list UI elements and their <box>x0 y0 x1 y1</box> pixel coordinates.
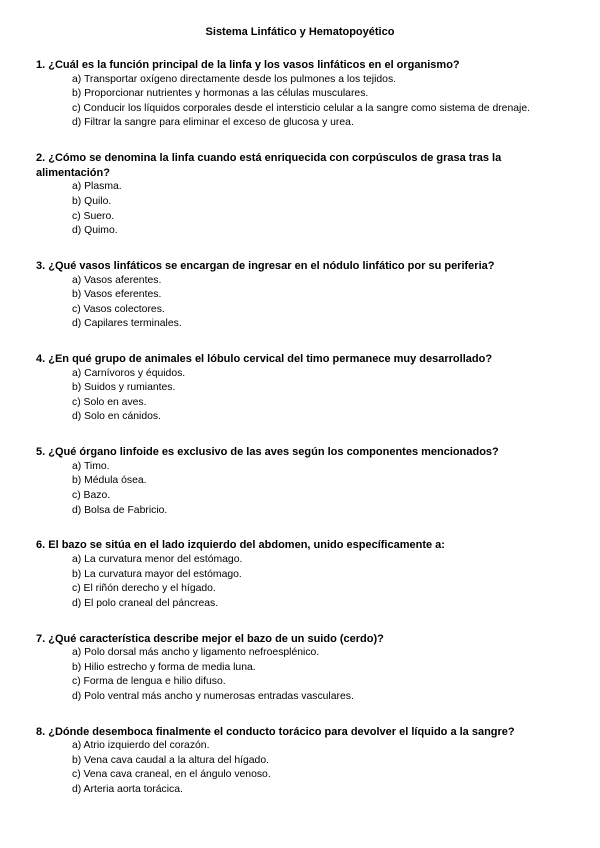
answer-option-a: a) Vasos aferentes. <box>72 274 162 286</box>
answer-option-c: c) Conducir los líquidos corporales desde el intersticio celular a la sangre como sistema de drenaje. <box>72 102 530 114</box>
question-prompt: El bazo se sitúa en el lado izquierdo del abdomen, unido específicamente a: <box>48 539 445 552</box>
question-number: 6. <box>36 539 46 552</box>
question-number: 4. <box>36 353 46 366</box>
answer-option-a: a) Atrio izquierdo del corazón. <box>72 740 210 752</box>
answer-option-b: b) La curvatura mayor del estómago. <box>72 568 242 580</box>
question-number: 5. <box>36 446 46 459</box>
question-text <box>36 632 566 647</box>
answer-option-c: c) Forma de lengua e hilio difuso. <box>72 676 226 688</box>
answer-option-b: b) Proporcionar nutrientes y hormonas a las células musculares. <box>72 88 369 100</box>
question-text <box>36 151 566 180</box>
answer-option-a: a) Polo dorsal más ancho y ligamento nefroesplénico. <box>72 647 320 659</box>
question-text <box>36 445 566 460</box>
answer-option-b: b) Vena cava caudal a la altura del hígado. <box>72 754 269 766</box>
question-number: 8. <box>36 725 46 738</box>
question-text <box>36 259 566 274</box>
page-title: Sistema Linfático y Hematopoyético <box>205 26 395 38</box>
answer-option-c: c) Vena cava craneal, en el ángulo venoso. <box>72 769 271 781</box>
question-prompt: ¿Dónde desemboca finalmente el conducto torácico para devolver el líquido a la sangre? <box>48 725 515 738</box>
question-prompt: ¿Qué vasos linfáticos se encargan de ingresar en el nódulo linfático por su periferia? <box>48 259 495 272</box>
answer-option-b: b) Quilo. <box>72 195 112 207</box>
question-prompt: ¿Cómo se denomina la linfa cuando está enriquecida con corpúsculos de grasa tras la alimentación? <box>36 152 502 179</box>
answer-option-d: d) Solo en cánidos. <box>72 411 161 423</box>
question-prompt: ¿Qué órgano linfoide es exclusivo de las aves según los componentes mencionados? <box>48 446 499 459</box>
answer-option-c: c) Suero. <box>72 210 115 222</box>
question-prompt: ¿Qué característica describe mejor el bazo de un suido (cerdo)? <box>48 632 384 645</box>
question-text <box>36 538 566 553</box>
question-prompt: ¿En qué grupo de animales el lóbulo cervical del timo permanece muy desarrollado? <box>48 353 493 366</box>
answer-option-c: c) Bazo. <box>72 490 111 501</box>
answer-option-a: a) La curvatura menor del estómago. <box>72 553 243 565</box>
answer-option-d: d) Polo ventral más ancho y numerosas entradas vasculares. <box>72 690 354 702</box>
question-2 <box>36 151 566 239</box>
question-prompt: ¿Cuál es la función principal de la linfa y los vasos linfáticos en el organismo? <box>48 59 460 71</box>
answer-option-d: d) El polo craneal del páncreas. <box>72 597 219 609</box>
answer-option-d: d) Arteria aorta torácica. <box>72 784 183 796</box>
answer-option-c: c) Solo en aves. <box>72 396 147 408</box>
question-number: 1. <box>36 59 46 71</box>
question-list <box>36 58 566 818</box>
question-4 <box>36 352 566 425</box>
question-7 <box>36 632 566 705</box>
answer-option-b: b) Hilio estrecho y forma de media luna. <box>72 661 256 673</box>
answer-option-a: a) Transportar oxígeno directamente desde los pulmones a los tejidos. <box>72 73 397 85</box>
answer-option-c: c) El riñón derecho y el hígado. <box>72 583 216 595</box>
answer-option-b: b) Médula ósea. <box>72 475 147 487</box>
question-6 <box>36 538 566 611</box>
answer-option-a: a) Carnívoros y équidos. <box>72 367 186 379</box>
answer-option-d: d) Bolsa de Fabricio. <box>72 504 168 516</box>
answer-option-a: a) Timo. <box>72 460 110 472</box>
answer-option-c: c) Vasos colectores. <box>72 303 165 315</box>
answer-option-d: d) Filtrar la sangre para eliminar el exceso de glucosa y urea. <box>72 117 354 129</box>
question-text <box>36 58 566 73</box>
question-number: 7. <box>36 632 46 645</box>
question-3 <box>36 259 566 332</box>
answer-option-b: b) Vasos eferentes. <box>72 289 162 301</box>
question-text <box>36 352 566 367</box>
question-number: 3. <box>36 259 46 272</box>
answer-option-d: d) Capilares terminales. <box>72 318 182 330</box>
answer-option-a: a) Plasma. <box>72 181 122 193</box>
question-5 <box>36 445 566 518</box>
question-text <box>36 725 566 740</box>
question-1 <box>36 58 566 131</box>
question-number: 2. <box>36 152 46 165</box>
question-8 <box>36 725 566 798</box>
answer-option-d: d) Quimo. <box>72 225 118 237</box>
answer-option-b: b) Suidos y rumiantes. <box>72 382 176 394</box>
